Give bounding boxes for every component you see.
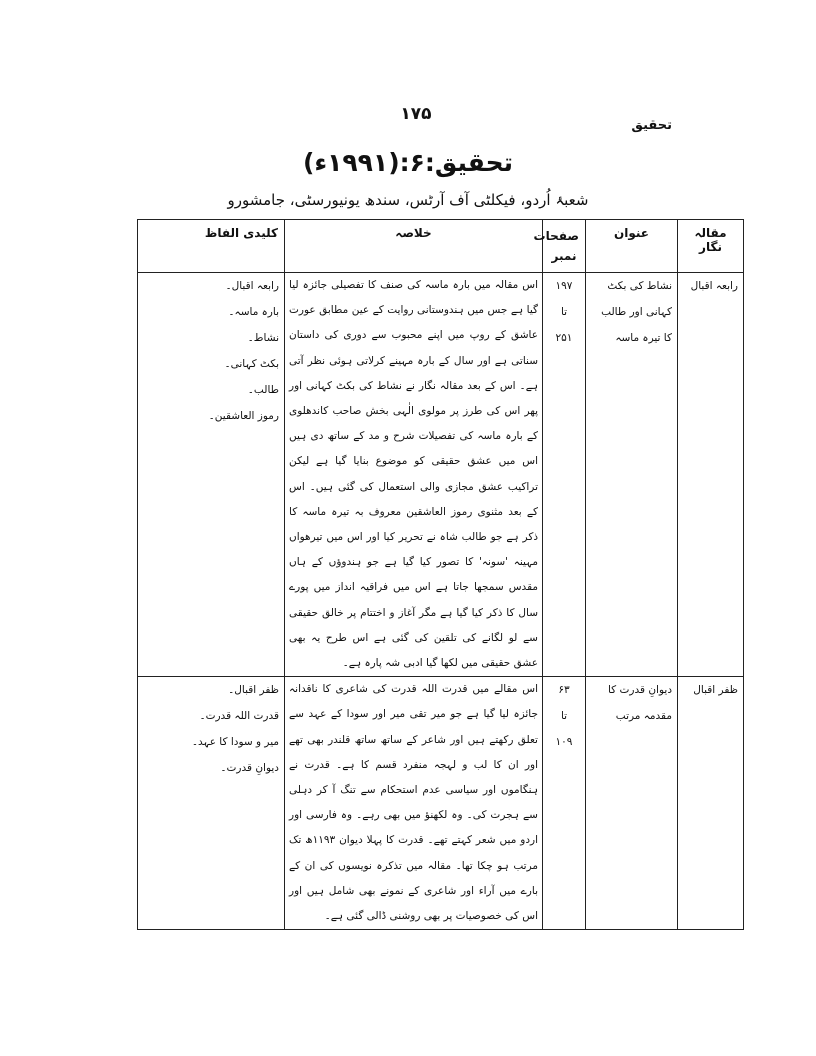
keyword: رابعہ اقبال۔ bbox=[225, 280, 279, 292]
cell-author: ظفر اقبال bbox=[678, 677, 744, 930]
page-start: ۶۳ bbox=[558, 684, 570, 697]
page-range-sep: تا bbox=[560, 710, 568, 723]
keyword: طالب۔ bbox=[247, 384, 279, 396]
cell-summary: اس مقالے میں قدرت اللہ قدرت کی شاعری کا ناقدانہ جائزہ لیا گیا ہے جو میر تقی میر اور سودا کے عہد سے تعلق رکھتے ہیں اور شاعر کے ساتھ ساتھ قلندر بھی تھے اور ان کا لب و لہجہ منفرد قسم کا ہے۔ قدرت نے ہنگاموں اور سیاسی عدم استحکام سے تنگ آ کر دہلی سے ہجرت کی۔ وہ لکھنؤ میں بھی رہے۔ وہ فارسی اور اردو میں شعر کہتے تھے۔ قدرت کا پہلا دیوان ۱۱۹۳ھ تک مرتب ہو چکا تھا۔ مقالہ میں تذکرہ نویسوں کی ان کے بارے میں آراء اور شاعری کے نمونے بھی شامل ہیں اور اس کی خصوصیات پر بھی روشنی ڈالی گئی ہے۔ bbox=[285, 677, 543, 930]
cell-title: دیوانِ قدرت کا مقدمہ مرتب bbox=[586, 677, 678, 930]
header-pages: صفحات نمبر bbox=[543, 220, 586, 273]
page-title: تحقیق:۶:(۱۹۹۱ء) bbox=[302, 148, 514, 177]
header-author: مقالہ نگار bbox=[678, 220, 744, 273]
header-summary: خلاصہ bbox=[285, 220, 543, 273]
cell-pages bbox=[543, 677, 586, 930]
table-row bbox=[138, 677, 744, 930]
table-header-row bbox=[138, 220, 744, 273]
cell-author: رابعہ اقبال bbox=[678, 273, 744, 677]
cell-keywords bbox=[138, 677, 285, 930]
keyword: دیوانِ قدرت۔ bbox=[220, 762, 279, 775]
header-title: عنوان bbox=[586, 220, 678, 273]
running-head: تحقیق bbox=[631, 118, 672, 133]
header-keywords: کلیدی الفاظ bbox=[138, 220, 285, 273]
page-subtitle: شعبۂ اُردو، فیکلٹی آف آرٹس، سندھ یونیورسٹی، جامشورو bbox=[227, 191, 589, 209]
keyword: میر و سودا کا عہد۔ bbox=[191, 736, 279, 749]
keyword: رموز العاشقین۔ bbox=[208, 410, 279, 422]
page-number: ۱۷۵ bbox=[400, 104, 432, 124]
keyword: قدرت اللہ قدرت۔ bbox=[199, 710, 279, 723]
keyword: ظفر اقبال۔ bbox=[228, 684, 279, 697]
cell-pages bbox=[543, 273, 586, 677]
page-range-sep: تا bbox=[560, 306, 568, 318]
page-end: ۲۵۱ bbox=[555, 332, 573, 344]
cell-summary: اس مقالہ میں بارہ ماسہ کی صنف کا تفصیلی جائزہ لیا گیا ہے جس میں ہندوستانی روایت کے عین مطابق عورت عاشق کے روپ میں اپنے محبوب سے دوری کی داستان سناتی ہے اور سال کے بارہ مہینے کرلاتی ہوئی نظر آتی ہے۔ اس کے بعد مقالہ نگار نے نشاط کی بکٹ کہانی اور پھر اس کی طرز پر مولوی الٰہی بخش صاحب کاندھلوی کے بارہ ماسہ کی تفصیلات شرح و مد کے ساتھ دی ہیں اس میں عشق حقیقی کو موضوع بنایا گیا ہے لیکن تراکیب عشق مجازی والی استعمال کی گئی ہیں۔ اس کے بعد مثنوی رموز العاشقین معروف بہ تیرہ ماسہ کا ذکر ہے جو طالب شاہ نے تحریر کیا اور اس میں تیرھواں مہینہ 'سونہ' کا تصور کیا گیا ہے جو ہندوؤں کے ہاں مقدس سمجھا جاتا ہے اس میں فراقیہ انداز میں پورے سال کا ذکر کیا گیا ہے مگر آغاز و اختتام پر خالق حقیقی سے لو لگانے کی تلقین کی گئی ہے اس طرح یہ بھی عشق حقیقی میں لکھا گیا ادبی شہ پارہ ہے۔ bbox=[285, 273, 543, 677]
keyword: بکٹ کہانی۔ bbox=[224, 358, 279, 370]
keyword: بارہ ماسہ۔ bbox=[228, 306, 279, 318]
page-end: ۱۰۹ bbox=[555, 736, 573, 749]
table-row bbox=[138, 273, 744, 677]
keyword: نشاط۔ bbox=[247, 332, 279, 344]
cell-keywords bbox=[138, 273, 285, 677]
articles-table bbox=[137, 219, 744, 930]
page-start: ۱۹۷ bbox=[555, 280, 573, 292]
cell-title: نشاط کی بکٹ کہانی اور طالب کا تیرہ ماسہ bbox=[586, 273, 678, 677]
